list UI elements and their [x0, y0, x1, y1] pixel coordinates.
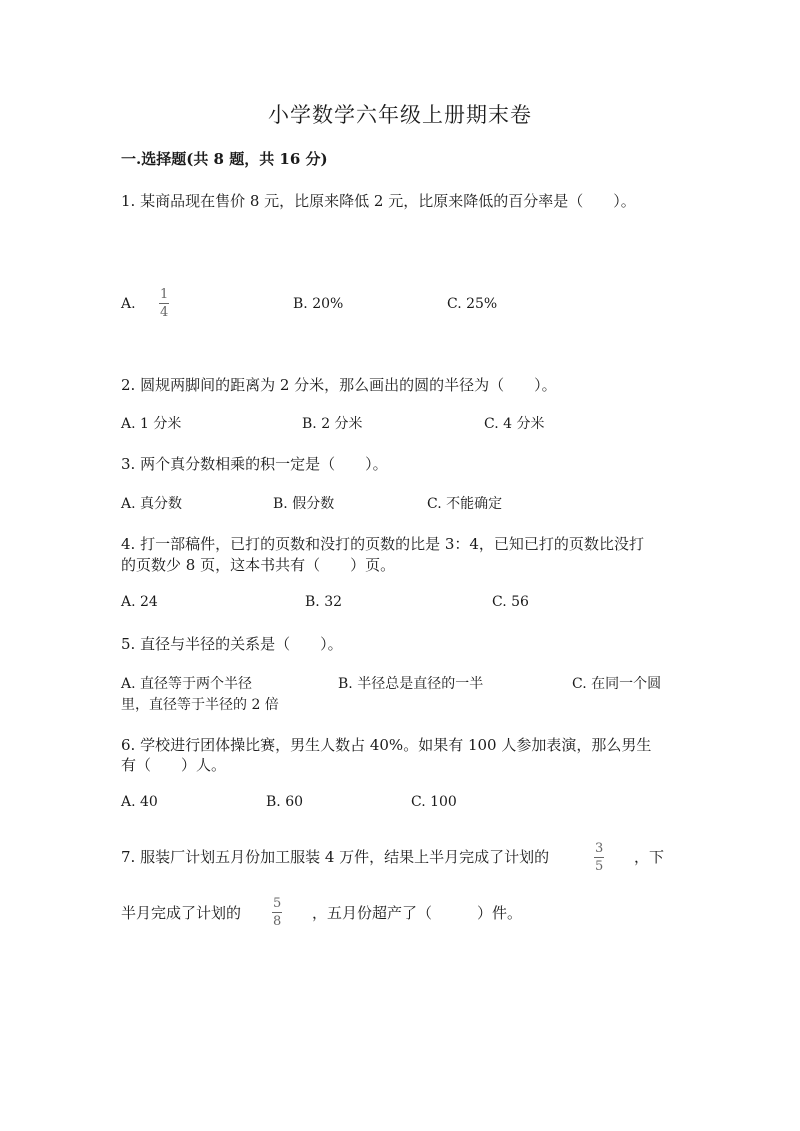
question-7-fraction-1 [594, 841, 604, 874]
question-7-fraction-2 [272, 896, 282, 929]
question-2-option-a: A. 1 分米 [121, 416, 182, 432]
fraction-bar [594, 857, 604, 858]
question-2-text: 2. 圆规两脚间的距离为 2 分米，那么画出的圆的半径为（ ）。 [121, 376, 557, 394]
question-5-option-b: B. 半径总是直径的一半 [338, 676, 484, 692]
question-5-option-a: A. 直径等于两个半径 [121, 676, 253, 692]
page-title: 小学数学六年级上册期末卷 [268, 103, 532, 127]
question-6-text-line-2: 有（ ）人。 [121, 756, 227, 774]
question-5-text: 5. 直径与半径的关系是（ ）。 [121, 635, 343, 653]
question-4-option-c: C. 56 [492, 594, 529, 610]
fraction-numerator: 5 [273, 896, 282, 911]
question-3-option-b: B. 假分数 [273, 496, 335, 512]
fraction-denominator: 5 [595, 859, 604, 874]
fraction-bar [272, 912, 282, 913]
question-1-text: 1. 某商品现在售价 8 元，比原来降低 2 元，比原来降低的百分率是（ ）。 [121, 192, 636, 210]
question-2-option-c: C. 4 分米 [484, 416, 545, 432]
question-6-option-a: A. 40 [121, 794, 158, 810]
question-3-option-c: C. 不能确定 [427, 496, 503, 512]
question-3-text: 3. 两个真分数相乘的积一定是（ ）。 [121, 455, 388, 473]
question-1-option-a-fraction [159, 287, 169, 320]
fraction-numerator: 1 [160, 287, 169, 302]
question-6-option-c: C. 100 [411, 794, 457, 810]
question-1-option-a-label: A. [121, 296, 136, 312]
question-7-text-part-4: ，五月份超产了（ ）件。 [312, 904, 523, 922]
question-7-text-part-1: 7. 服装厂计划五月份加工服装 4 万件，结果上半月完成了计划的 [121, 848, 550, 866]
question-2-option-b: B. 2 分米 [302, 416, 363, 432]
fraction-bar [159, 303, 169, 304]
question-3-option-a: A. 真分数 [121, 496, 183, 512]
question-7-text-part-2: ，下 [634, 848, 665, 866]
question-6-text-line-1: 6. 学校进行团体操比赛，男生人数占 40%。如果有 100 人参加表演，那么男生 [121, 736, 652, 754]
question-5-option-c-continued: 里，直径等于半径的 2 倍 [121, 697, 279, 713]
question-4-text-line-1: 4. 打一部稿件，已打的页数和没打的页数的比是 3：4，已知已打的页数比没打 [121, 535, 644, 553]
question-7-text-part-3: 半月完成了计划的 [121, 904, 242, 922]
fraction-denominator: 8 [273, 914, 282, 929]
question-4-option-a: A. 24 [121, 594, 158, 610]
fraction-denominator: 4 [160, 305, 169, 320]
question-4-text-line-2: 的页数少 8 页，这本书共有（ ）页。 [121, 556, 396, 574]
question-1-option-c: C. 25% [447, 296, 498, 312]
section-heading: 一.选择题(共 8 题，共 16 分) [121, 150, 328, 168]
question-5-option-c: C. 在同一个圆 [572, 676, 662, 692]
question-1-option-b: B. 20% [293, 296, 344, 312]
fraction-numerator: 3 [595, 841, 604, 856]
question-6-option-b: B. 60 [266, 794, 304, 810]
question-4-option-b: B. 32 [305, 594, 343, 610]
